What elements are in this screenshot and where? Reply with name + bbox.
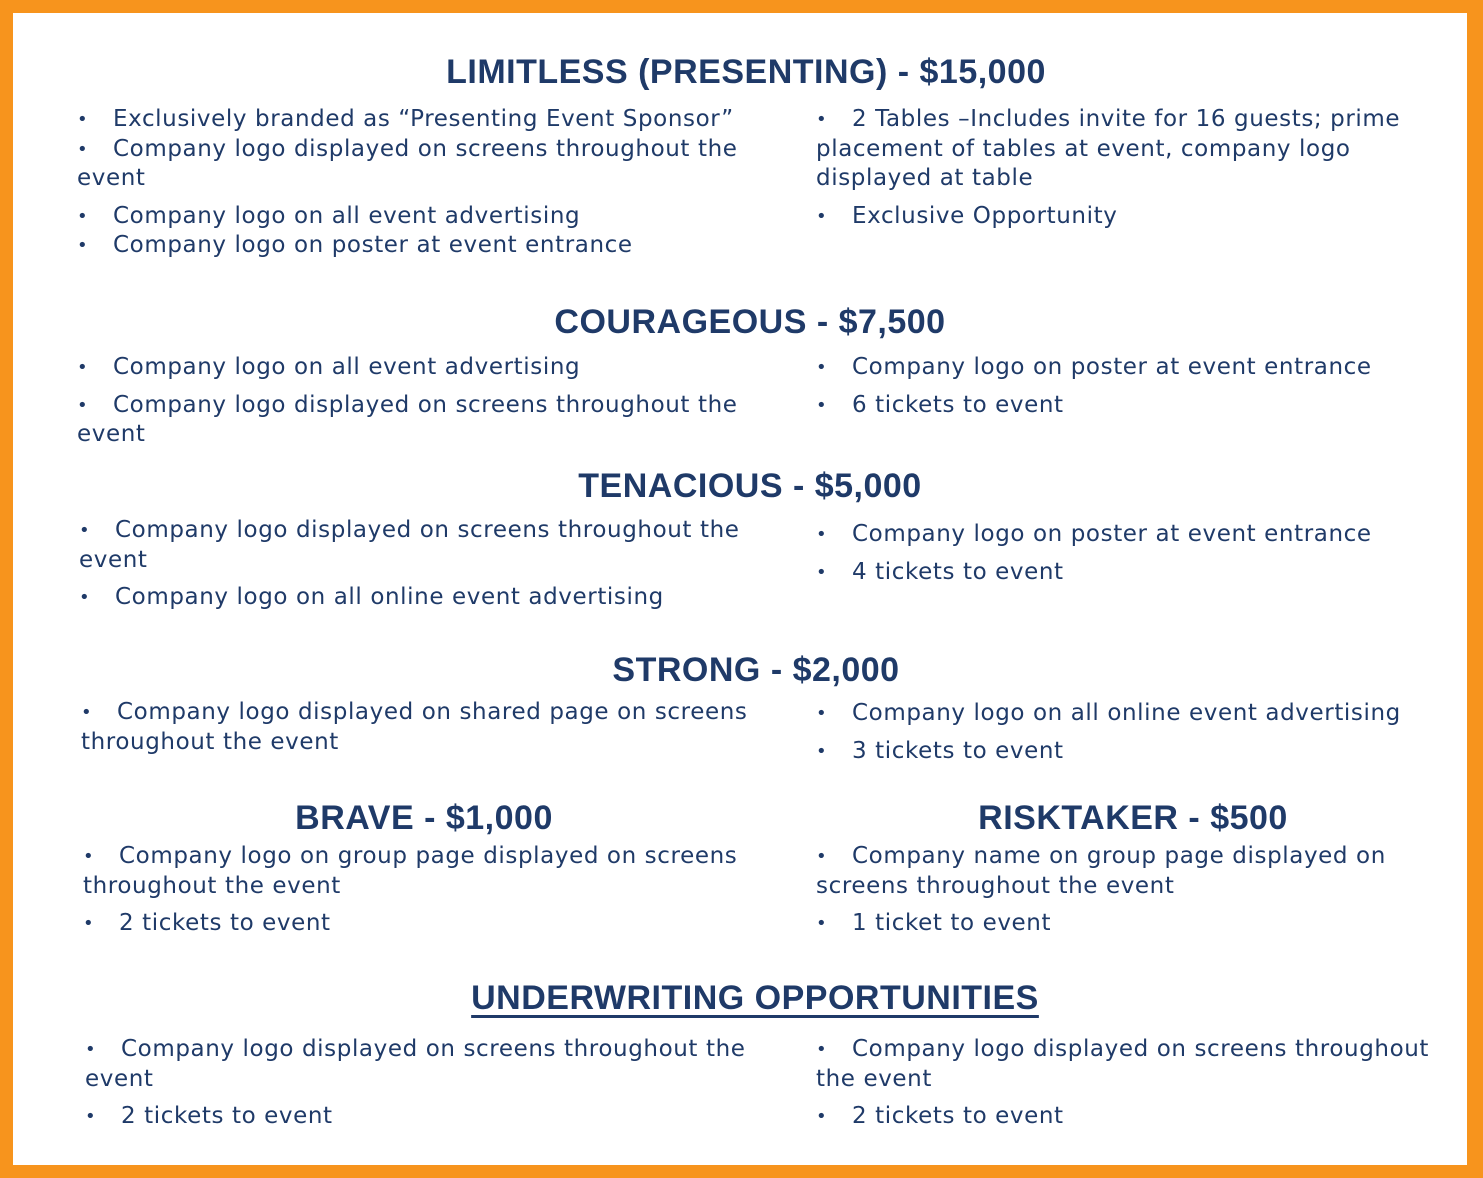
bullet-icon: • [77, 205, 89, 227]
risktaker-list [816, 842, 1436, 947]
bullet-icon: • [816, 703, 828, 724]
tier-heading-risktaker: RISKTAKER - $500 [978, 799, 1288, 837]
bullet-icon: • [816, 561, 828, 583]
list-item: • 3 tickets to event [816, 737, 1436, 767]
bullet-icon: • [816, 394, 828, 416]
list-item: • Company logo on poster at event entrance [816, 520, 1416, 550]
tier-heading-tenacious: TENACIOUS - $5,000 [578, 467, 922, 505]
list-item: • Company logo on all online event advertising [816, 699, 1436, 729]
bullet-icon: • [77, 235, 89, 256]
bullet-icon: • [77, 357, 89, 378]
strong-left-list [81, 698, 781, 765]
bullet-icon: • [77, 109, 89, 130]
tier-heading-limitless: LIMITLESS (PRESENTING) - $15,000 [446, 53, 1046, 91]
list-item: • 4 tickets to event [816, 558, 1416, 588]
list-item: • Company logo displayed on screens throughout the event [816, 1036, 1430, 1092]
bullet-icon: • [81, 702, 93, 723]
bullet-icon: • [77, 394, 89, 416]
list-item: • 6 tickets to event [816, 391, 1416, 421]
list-item: • Exclusive Opportunity [816, 202, 1416, 232]
bullet-icon: • [79, 587, 91, 608]
strong-right-list [816, 699, 1436, 774]
bullet-icon: • [816, 524, 828, 545]
list-item: • Company logo displayed on screens throughout the event [79, 517, 740, 573]
list-item: • Exclusively branded as “Presenting Event Sponsor” [77, 105, 777, 135]
bullet-icon: • [77, 138, 89, 160]
bullet-icon: • [816, 205, 828, 227]
bullet-icon: • [83, 913, 95, 934]
tier-heading-brave: BRAVE - $1,000 [295, 799, 553, 837]
list-item: • 2 tickets to event [816, 1102, 1456, 1132]
bullet-icon: • [816, 1039, 828, 1060]
list-item: • Company logo on all event advertising [77, 353, 777, 383]
tier-heading-strong: STRONG - $2,000 [612, 651, 900, 689]
tier-heading-courageous: COURAGEOUS - $7,500 [554, 303, 946, 341]
list-item: • 2 Tables –Includes invite for 16 guests; prime placement of tables at event, company logo displayed at table [816, 106, 1401, 191]
list-item: • Company logo on poster at event entrance [816, 353, 1416, 383]
underwriting-heading: UNDERWRITING OPPORTUNITIES [471, 979, 1039, 1017]
bullet-icon: • [816, 913, 828, 934]
list-item: • Company logo on all event advertising [77, 202, 777, 232]
list-item: • Company logo on all online event advertising [79, 583, 779, 613]
list-item: • Company logo displayed on screens throughout the event [77, 135, 738, 191]
tenacious-right-list [816, 520, 1416, 595]
courageous-left-list [77, 353, 777, 458]
limitless-right-list [816, 105, 1416, 239]
list-item: • Company logo displayed on screens throughout the event [85, 1036, 746, 1092]
bullet-icon: • [85, 1039, 97, 1060]
list-item: • Company logo on group page displayed on screens throughout the event [83, 843, 738, 899]
bullet-icon: • [816, 1106, 828, 1127]
bullet-icon: • [816, 109, 828, 130]
underwriting-left-list [85, 1035, 785, 1140]
bullet-icon: • [83, 846, 95, 867]
bullet-icon: • [816, 357, 828, 378]
list-item: • 1 ticket to event [816, 909, 1436, 939]
limitless-left-list [77, 105, 777, 269]
brave-list [83, 842, 783, 947]
underwriting-right-list [816, 1035, 1456, 1140]
list-item: • 2 tickets to event [83, 909, 783, 939]
list-item: • Company logo displayed on shared page on screens throughout the event [81, 699, 748, 755]
list-item: • Company name on group page displayed on screens throughout the event [816, 843, 1386, 899]
tenacious-left-list [79, 516, 779, 621]
bullet-icon: • [816, 740, 828, 762]
list-item: • Company logo on poster at event entrance [77, 231, 777, 261]
bullet-icon: • [85, 1106, 97, 1127]
bullet-icon: • [79, 520, 91, 541]
bullet-icon: • [816, 846, 828, 867]
list-item: • 2 tickets to event [85, 1102, 785, 1132]
list-item: • Company logo displayed on screens throughout the event [77, 391, 738, 447]
courageous-right-list [816, 353, 1416, 428]
